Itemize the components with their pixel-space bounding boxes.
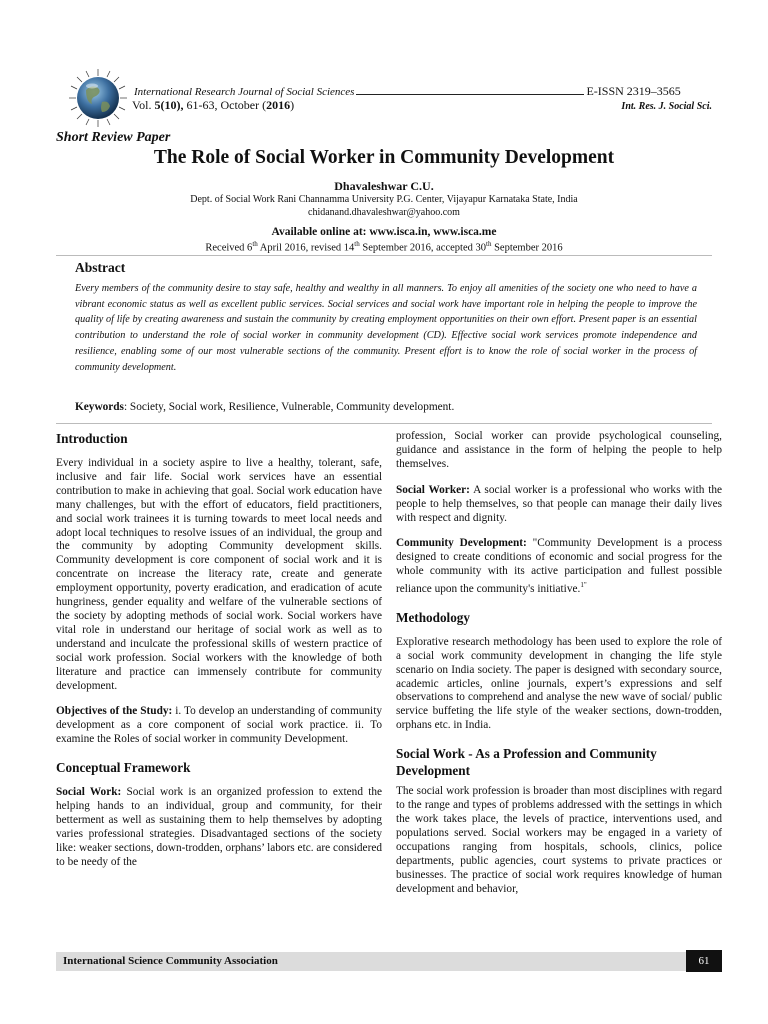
journal-short-ref: Int. Res. J. Social Sci.	[621, 101, 712, 112]
issn: E-ISSN 2319–3565	[586, 84, 681, 98]
abstract-heading: Abstract	[75, 260, 126, 275]
vol-year: 2016	[266, 98, 291, 112]
paper-title: The Role of Social Worker in Community Development	[153, 147, 615, 168]
social-work-paragraph: Social Work: Social work is an organized profession to extend the helping hands to an individual, group and community, for their betterment as well as sustaining them to help themselves by adopting varies professional strategies. Disadvantaged sections of the society like: weaker sections, down-trodden, orphans’ labors etc. are considered to be needy of the	[56, 786, 383, 868]
methodology-text: Explorative research methodology has been used to explore the role of a social work community development in changing the life style scenario on India society. The paper is designed with secondary source, academic articles, online journals, expert’s expressions and self observations to comprehend and analyse the new wave of social/ public service buffeting the life style of the weaker sections, down-trodden, orphans etc. in India.	[396, 635, 722, 732]
profession-text: The social work profession is broader than most disciplines with regard to the range and types of problems addressed with the settings in which the work takes place, the levels of practice, interventions used, and populations served. Social workers may be engaged in a variety of occupations ranging from hospitals, schools, clinics, police departments, public agencies, court systems to private practices or businesses. The practice of social work requires knowledge of human development and behavior,	[396, 785, 722, 895]
keywords	[75, 401, 697, 413]
globe-logo-icon	[68, 68, 128, 128]
journal-name: International Research Journal of Social Sciences	[134, 86, 355, 98]
vol-prefix: Vol.	[132, 98, 155, 112]
social-worker-paragraph: Social Worker: A social worker is a professional who works with the people to help themselves, so that people can manage their daily lives with respect and dignity.	[396, 483, 722, 524]
submission-dates: Received 6th April 2016, revised 14th September 2016, accepted 30th September 2016	[205, 240, 563, 254]
objectives-paragraph: Objectives of the Study: i. To develop an understanding of community development as a core component of social work practice. ii. To examine the Roles of social worker in community Development.	[56, 705, 382, 746]
available-online: Available online at: www.isca.in, www.isca.me	[271, 226, 497, 238]
volume-line	[132, 98, 294, 113]
divider-top	[56, 255, 712, 256]
vol-close: )	[290, 98, 295, 112]
page-number: 61	[686, 950, 722, 972]
right-column	[396, 430, 722, 896]
introduction-text: Every individual in a society aspire to live a healthy, tolerant, safe, inclusive and fair life. Social work services have an essential contribution to make in achieving that goal. Social work education have many challenges, but with the effort of educators, field practitioners, and social work trainees it is turning towards to meet local needs and adopt local techniques to resolve issues of an individual, the group and the community by adopting Community development skills. Community development is core component of social work and it is concentrate on increase the literacy rate, create and generate employment opportunity, poverty eradication, and eradication of acute hungriness, gender equality and welfare of the vulnerable sections of the society by adopting methods of social work. Social workers have vital role in understand our heritage of social work as well as to understand and inculcate the professional skills of western practice of social work profession. Social workers with the knowledge of both literature and practice can immensely contribute for community development.	[56, 457, 382, 692]
section-heading-methodology: Methodology	[396, 609, 470, 625]
header-rule	[356, 85, 584, 95]
footer-association: International Science Community Association	[63, 955, 278, 967]
section-heading-profession: Social Work - As a Profession and Community Development	[396, 746, 657, 779]
keywords-label: Keywords	[75, 401, 124, 413]
community-development-paragraph: Community Development: "Community Development is a process designed to create conditions of economic and social progress for the whole community with its active participation and fullest possible reliance upon the community's initiative.$^{1"}$	[396, 537, 723, 595]
left-column	[56, 430, 382, 870]
continued-text: profession, Social worker can provide psychological counseling, guidance and assistance in the form of helping the people to help themselves.	[396, 430, 722, 470]
affiliation: Dept. of Social Work Rani Channamma University P.G. Center, Vijayapur Karnataka State, India	[190, 194, 578, 205]
vol-number: 5(10),	[154, 98, 184, 112]
divider-bottom	[56, 423, 712, 424]
citation-ref: 1"	[580, 581, 587, 590]
abstract-text: Every members of the community desire to stay safe, healthy and wealthy in all manners. To enjoy all amenities of the society one who need to have a vibrant economic status as well as excellent public services. Social services and social work have important role in helping the people to improve the quality of life by creating awareness and sustain the community by creating employment opportunities on their own effort. Present paper is an essential contribution to understand the role of social worker in community development (CD). Effective social work services promote independence and resilience, enabling some of our most vulnerable sections of the community. Present effort is to know the role of social worker in the process of community development.	[75, 283, 697, 373]
vol-pages: 61-63, October (	[183, 98, 267, 112]
section-heading-introduction: Introduction	[56, 431, 128, 446]
author-email: chidanand.dhavaleshwar@yahoo.com	[308, 207, 460, 218]
section-heading-conceptual-framework: Conceptual Framework	[56, 760, 191, 776]
journal-header-line	[134, 84, 714, 99]
keywords-text: : Society, Social work, Resilience, Vulnerable, Community development.	[123, 401, 455, 413]
paper-type: Short Review Paper	[56, 130, 171, 145]
author-name: Dhavaleshwar C.U.	[334, 179, 434, 193]
